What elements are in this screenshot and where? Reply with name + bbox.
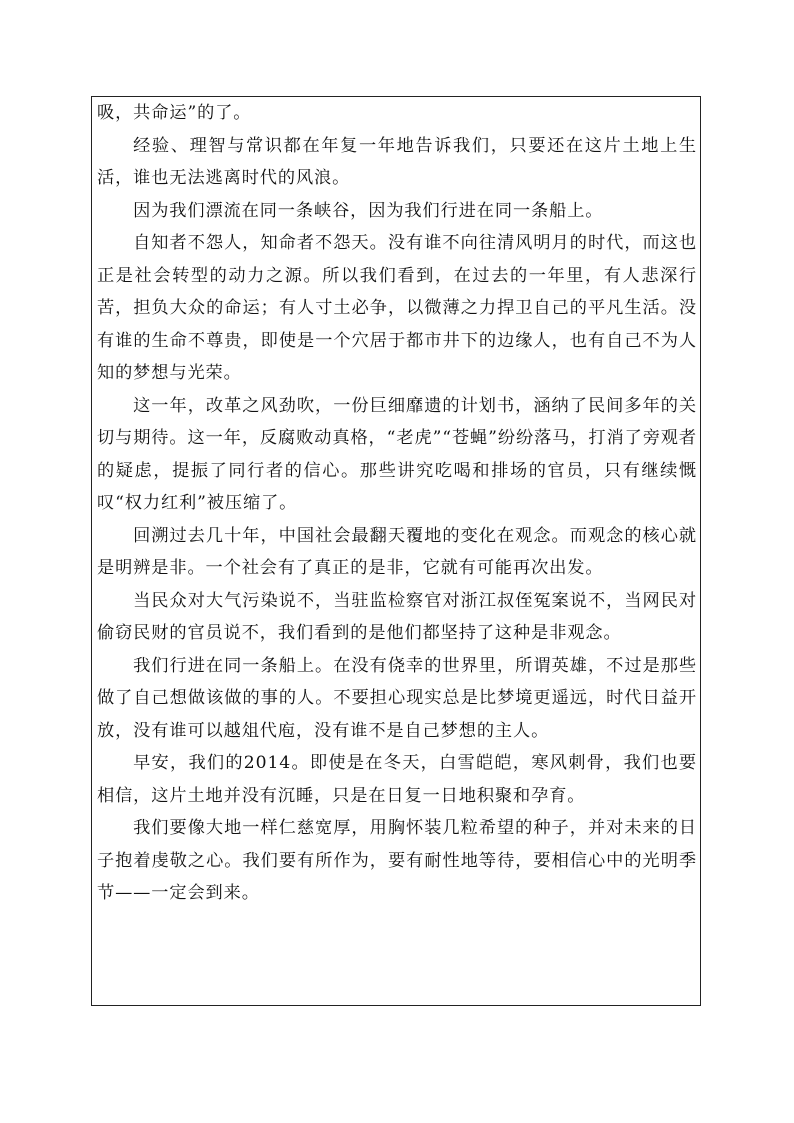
paragraph: 我们要像大地一样仁慈宽厚，用胸怀装几粒希望的种子，并对未来的日子抱着虔敬之心。我们要有所作为，要有耐性地等待，要相信心中的光明季节——一定会到来。 [97,818,697,903]
paragraph: 当民众对大气污染说不，当驻监检察官对浙江叔侄冤案说不，当网民对偷窃民财的官员说不，我们看到的是他们都坚持了这种是非观念。 [97,590,697,643]
paragraph: 我们行进在同一条船上。在没有侥幸的世界里，所谓英雄，不过是那些做了自己想做该做的事的人。不要担心现实总是比梦境更遥远，时代日益开放，没有谁可以越俎代庖，没有谁不是自己梦想的主人。 [97,655,697,741]
document-body [97,97,697,910]
paragraph-continuation: 吸，共命运”的了。 [97,103,252,123]
paragraph: 早安，我们的2014。即使是在冬天，白雪皑皑，寒风刺骨，我们也要相信，这片土地并没有沉睡，只是在日复一日地积聚和孕育。 [97,753,697,806]
paragraph: 这一年，改革之风劲吹，一份巨细靡遗的计划书，涵纳了民间多年的关切与期待。这一年，反腐败动真格，“老虎”“苍蝇”纷纷落马，打消了旁观者的疑虑，提振了同行者的信心。那些讲究吃喝和排场的官员，只有继续慨叹“权力红利”被压缩了。 [97,395,697,513]
paragraph: 回溯过去几十年，中国社会最翻天覆地的变化在观念。而观念的核心就是明辨是非。一个社会有了真正的是非，它就有可能再次出发。 [97,525,697,578]
paragraph: 经验、理智与常识都在年复一年地告诉我们，只要还在这片土地上生活，谁也无法逃离时代的风浪。 [97,135,697,188]
paragraph: 自知者不怨人，知命者不怨天。没有谁不向往清风明月的时代，而这也正是社会转型的动力之源。所以我们看到，在过去的一年里，有人悲深行苦，担负大众的命运；有人寸土必争，以微薄之力捍卫自己的平凡生活。没有谁的生命不尊贵，即使是一个穴居于都市井下的边缘人，也有自己不为人知的梦想与光荣。 [97,233,697,383]
paragraph: 因为我们漂流在同一条峡谷，因为我们行进在同一条船上。 [133,200,604,221]
